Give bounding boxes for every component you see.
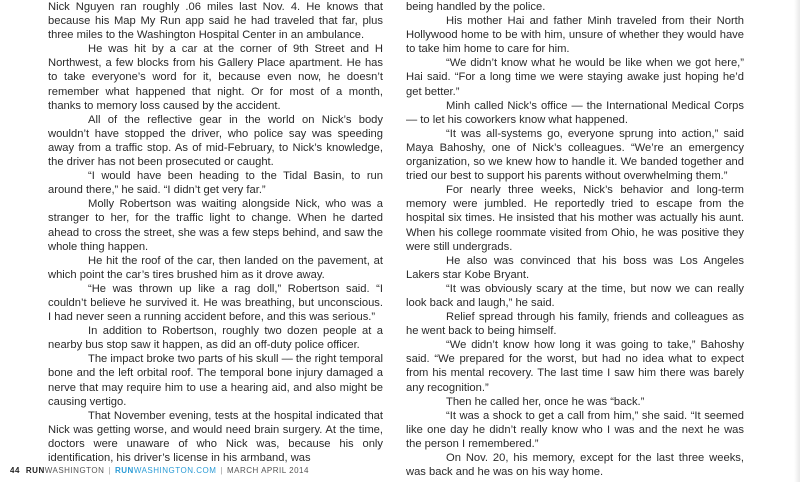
article-paragraph: “It was a shock to get a call from him,” she said. “It seemed like one day he didn’t really know who I was and the next he was the person I remembered.”	[406, 409, 744, 450]
article-paragraph: Then he called her, once he was “back.”	[446, 395, 645, 408]
page-footer	[10, 466, 309, 476]
footer-brand-light: WASHINGTON	[44, 466, 105, 475]
article-paragraph: The impact broke two parts of his skull — the right temporal bone and the left orbital roof. The temporal bone injury damaged a nerve that may require him to use a hearing aid, and also might be causing vertigo.	[48, 353, 383, 408]
article-paragraph: “We didn’t know how long it was going to take,” Bahoshy said. “We prepared for the worst, but had no idea what to expect from his mental recovery. The last time I saw him there was barely any recognition.”	[406, 339, 744, 394]
article-paragraph: He hit the roof of the car, then landed on the pavement, at which point the car’s tires brushed him as it drove away.	[48, 254, 383, 281]
footer-separator: |	[108, 466, 111, 475]
footer-brand-bold: RUN	[25, 466, 45, 475]
article-paragraph: Nick Nguyen ran roughly .06 miles last Nov. 4. He knows that because his Map My Run app said he had traveled that far, plus three miles to the Washington Hospital Center in an ambulance.	[48, 1, 383, 42]
article-paragraph: He was hit by a car at the corner of 9th Street and H Northwest, a few blocks from his Gallery Place apartment. He has to take everyone’s word for it, because even now, he doesn’t remember what happened that night. Or for most of a month, thanks to memory loss caused by the accident.	[48, 43, 383, 112]
article-paragraph: That November evening, tests at the hospital indicated that Nick was getting worse, and would need brain surgery. At the time, doctors were unaware of who Nick was, because his only identification, his driver’s license in his armband, was	[48, 409, 383, 464]
footer-separator: |	[220, 466, 223, 475]
page-number: 44	[10, 466, 20, 475]
article-paragraph: “We didn’t know what he would be like when we got here,” Hai said. “For a long time we were staying awake just hoping he’d get better.”	[406, 57, 744, 98]
article-column-right	[406, 0, 744, 479]
article-paragraph: “I would have been heading to the Tidal Basin, to run around there,” he said. “I didn’t get very far.”	[48, 170, 383, 197]
article-column-left	[48, 0, 383, 465]
article-paragraph: “He was thrown up like a rag doll,” Robertson said. “I couldn’t believe he survived it. He was breathing, but unconscious. I had never seen a running accident before, and this was serious.”	[48, 282, 383, 324]
page-edge-shadow	[794, 0, 800, 482]
footer-site-light: WASHINGTON.COM	[133, 466, 217, 475]
article-paragraph: He also was convinced that his boss was Los Angeles Lakers star Kobe Bryant.	[406, 254, 744, 281]
article-paragraph: Relief spread through his family, friends and colleagues as he went back to being himself.	[406, 311, 744, 338]
footer-site-bold: RUN	[115, 466, 134, 475]
article-paragraph: All of the reflective gear in the world on Nick’s body wouldn’t have stopped the driver, who police say was speeding away from a traffic stop. As of mid-February, to Nick’s knowledge, the driver has not been prosecuted or caught.	[48, 113, 383, 169]
article-paragraph: Molly Robertson was waiting alongside Nick, who was a stranger to her, for the traffic light to change. When he darted ahead to cross the street, she was a few steps behind, and saw the whole thing happen.	[48, 198, 383, 253]
article-paragraph: “It was all-systems go, everyone sprung into action,” said Maya Bahoshy, one of Nick’s colleagues. “We’re an emergency organization, so we knew how to handle it. We banded together and tried our best to support his parents without overwhelming them.”	[406, 127, 744, 183]
article-paragraph: “It was obviously scary at the time, but now we can really look back and laugh,” he said.	[406, 282, 744, 309]
article-paragraph: being handled by the police.	[406, 1, 546, 13]
article-paragraph: In addition to Robertson, roughly two dozen people at a nearby bus stop saw it happen, as did an off-duty police officer.	[48, 325, 383, 352]
article-paragraph: For nearly three weeks, Nick’s behavior and long-term memory were jumbled. He reportedly tried to escape from the hospital six times. He insisted that his mother was actually his aunt. When his college roommate visited from Ohio, he was positive they were still undergrads.	[406, 184, 744, 253]
article-paragraph: Minh called Nick’s office — the International Medical Corps — to let his coworkers know what happened.	[406, 99, 744, 126]
article-paragraph: On Nov. 20, his memory, except for the last three weeks, was back and he was on his way home.	[406, 452, 744, 479]
article-paragraph: His mother Hai and father Minh traveled from their North Hollywood home to be with him, unsure of whether they would have to take him home to care for him.	[406, 15, 744, 56]
footer-issue-date: MARCH APRIL 2014	[226, 466, 309, 475]
